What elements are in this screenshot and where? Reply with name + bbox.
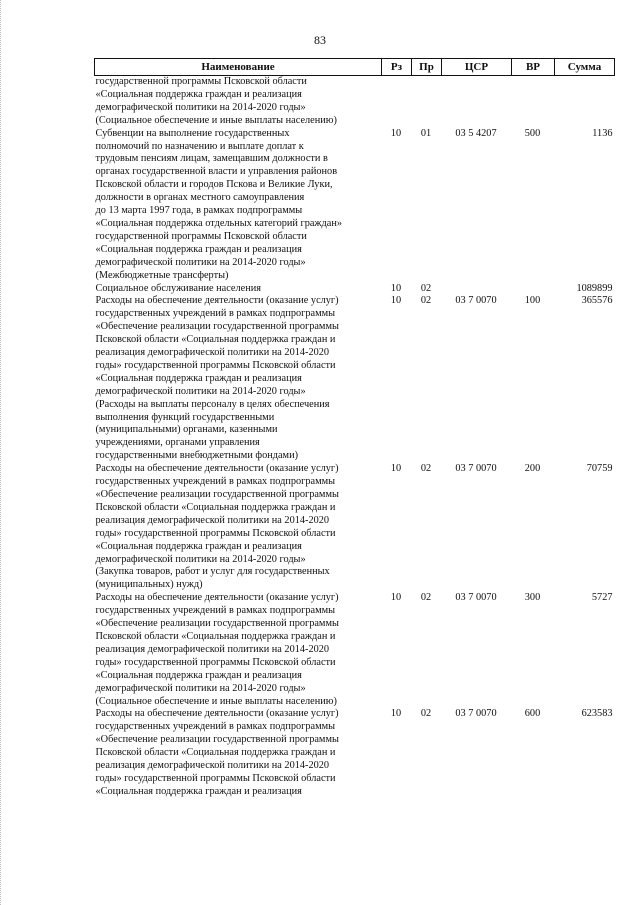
row-sum [555,76,615,128]
row-csr [442,283,512,296]
table-row [95,76,615,128]
row-pr: 02 [420,463,432,475]
row-sum: 1089899 [576,282,613,294]
row-csr: 03 5 4207 [455,127,497,139]
table-row [95,283,615,296]
row-vr: 600 [524,708,541,720]
row-vr: 100 [524,295,541,307]
row-rz: 10 [390,295,402,307]
table-body [95,76,615,799]
row-csr: 03 7 0070 [455,463,497,475]
row-pr: 02 [420,592,432,604]
row-name: Расходы на обеспечение деятельности (оказание услуг) государственных учреждений в рамках подпрограммы «Обеспечение реализации государственной программы Псковской области «Социальная поддержка граждан и реализация демографической политики на 2014-2020 годы» государственной программы Псковской области «Социальная поддержка граждан и реализация демографической политики на 2014-2020 годы» (Социальное обеспечение и иные выплаты населению) [95,592,339,707]
row-csr: 03 7 0070 [455,708,497,720]
row-pr: 01 [420,127,432,139]
row-name: государственной программы Псковской области «Социальная поддержка граждан и реализация демографической политики на 2014-2020 годы» (Социальное обеспечение и иные выплаты населению) [95,76,337,126]
table-row [95,463,615,592]
header-rz: Рз [382,59,412,76]
table-row [95,708,615,798]
header-sum: Сумма [555,59,615,76]
scan-edge-line [0,0,4,905]
header-vr: ВР [512,59,555,76]
row-vr [512,76,555,128]
header-pr: Пр [412,59,442,76]
table-row [95,128,615,283]
row-vr: 200 [524,463,541,475]
row-csr: 03 7 0070 [455,295,497,307]
page-number: 83 [314,33,326,47]
row-sum: 70759 [586,463,613,475]
table-row [95,295,615,463]
row-csr: 03 7 0070 [455,592,497,604]
row-csr [442,76,512,128]
row-name: Социальное обслуживание населения [95,282,261,294]
row-pr: 02 [420,295,432,307]
row-pr: 02 [420,282,432,294]
row-pr [412,76,442,128]
row-vr: 500 [524,127,541,139]
header-name: Наименование [95,59,382,76]
row-rz: 10 [390,282,402,294]
header-csr: ЦСР [442,59,512,76]
row-rz: 10 [390,708,402,720]
row-vr [512,283,555,296]
row-rz: 10 [390,592,402,604]
row-sum: 365576 [581,295,613,307]
row-sum: 5727 [591,592,613,604]
row-name: Расходы на обеспечение деятельности (оказание услуг) государственных учреждений в рамках подпрограммы «Обеспечение реализации государственной программы Псковской области «Социальная поддержка граждан и реализация демографической политики на 2014-2020 годы» государственной программы Псковской области «Социальная поддержка граждан и реализация демографической политики на 2014-2020 годы» (Закупка товаров, работ и услуг для государственных (муниципальных) нужд) [95,463,339,591]
row-rz: 10 [390,463,402,475]
budget-table [94,58,615,799]
row-rz: 10 [390,127,402,139]
row-pr: 02 [420,708,432,720]
row-sum: 623583 [581,708,613,720]
row-vr: 300 [524,592,541,604]
row-name: Расходы на обеспечение деятельности (оказание услуг) государственных учреждений в рамках подпрограммы «Обеспечение реализации государственной программы Псковской области «Социальная поддержка граждан и реализация демографической политики на 2014-2020 годы» государственной программы Псковской области «Социальная поддержка граждан и реализация [95,708,339,797]
table-header-row [95,59,615,76]
row-name: Расходы на обеспечение деятельности (оказание услуг) государственных учреждений в рамках подпрограммы «Обеспечение реализации государственной программы Псковской области «Социальная поддержка граждан и реализация демографической политики на 2014-2020 годы» государственной программы Псковской области «Социальная поддержка граждан и реализация демографической политики на 2014-2020 годы» (Расходы на выплаты персоналу в целях обеспечения выполнения функций государственными (муниципальными) органами, казенными учреждениями, органами управления государственными внебюджетными фондами) [95,295,339,462]
row-name: Субвенции на выполнение государственных полномочий по назначению и выплате доплат к трудовым пенсиям лицам, замещавшим должности в органах государственной власти и управления районов Псковской области и городов Пскова и Великие Луки, должности в органах местного самоуправления до 13 марта 1997 года, в рамках подпрограммы «Социальная поддержка отдельных категорий граждан» государственной программы Псковской области «Социальная поддержка граждан и реализация демографической политики на 2014-2020 годы» (Межбюджетные трансферты) [95,127,343,281]
table-row [95,592,615,708]
row-rz [382,76,412,128]
row-sum: 1136 [592,127,613,139]
